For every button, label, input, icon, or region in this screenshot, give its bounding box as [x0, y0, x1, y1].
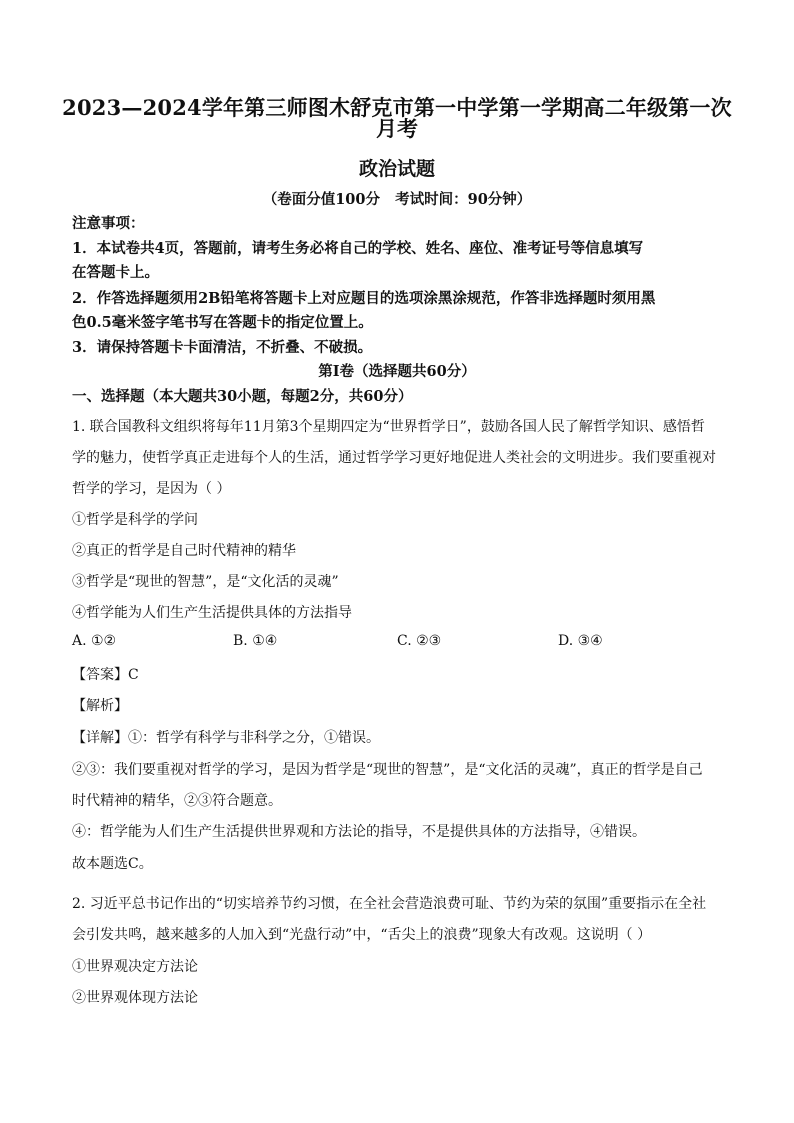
- q1-detail-line2: ②③：我们要重视对哲学的学习，是因为哲学是“现世的智慧”，是“文化活的灵魂”，真正的哲学是自己: [72, 762, 703, 778]
- volume-title: 第Ⅰ卷（选择题共60分）: [318, 363, 476, 380]
- q1-statement-4: ④哲学能为人们生产生活提供具体的方法指导: [72, 605, 352, 621]
- q1-statement-3: ③哲学是“现世的智慧”，是“文化活的灵魂”: [72, 574, 339, 590]
- q2-stem-line1: 2. 习近平总书记作出的“切实培养节约习惯，在全社会营造浪费可耻、节约为荣的氛围”重要指示在全社: [72, 896, 707, 912]
- notes-item-3: 3．请保持答题卡卡面清洁，不折叠、不破损。: [72, 339, 373, 356]
- answer-tag: 【答案】: [72, 667, 128, 683]
- q1-stem-line2: 学的魅力，使哲学真正走进每个人的生活，通过哲学学习更好地促进人类社会的文明进步。我们要重视对: [72, 450, 716, 466]
- q1-option-b: B. ①④: [233, 633, 278, 649]
- q1-option-a: A. ①②: [72, 633, 117, 649]
- detail-tag: 【详解】: [72, 730, 128, 746]
- q2-stem-line2: 会引发共鸣，越来越多的人加入到“光盘行动”中，“舌尖上的浪费”现象大有改观。这说明（ ）: [72, 927, 652, 943]
- q1-statement-1: ①哲学是科学的学问: [72, 512, 198, 528]
- q1-statement-2: ②真正的哲学是自己时代精神的精华: [72, 543, 296, 559]
- q1-stem-line1: 1. 联合国教科文组织将每年11月第3个星期四定为“世界哲学日”，鼓励各国人民了解哲学知识、感悟哲: [72, 419, 705, 435]
- detail-text: ①：哲学有科学与非科学之分，①错误。: [128, 730, 380, 746]
- q1-option-c: C. ②③: [397, 633, 442, 649]
- notes-item-2-cont: 色0.5毫米签字笔书写在答题卡的指定位置上。: [72, 314, 373, 331]
- q1-stem-line3: 哲学的学习，是因为（ ）: [72, 481, 231, 497]
- subject-title: 政治试题: [358, 158, 435, 180]
- notes-item-1-cont: 在答题卡上。: [72, 264, 159, 281]
- exam-title-line2: 月考: [376, 116, 418, 141]
- q1-detail-line1: [72, 727, 380, 747]
- q1-detail-line4: ④：哲学能为人们生产生活提供世界观和方法论的指导，不是提供具体的方法指导，④错误。: [72, 824, 646, 840]
- q1-option-d: D. ③④: [558, 633, 603, 649]
- q1-answer: [72, 664, 139, 684]
- q1-detail-line3: 时代精神的精华，②③符合题意。: [72, 793, 282, 809]
- exam-title-line1: 2023—2024学年第三师图木舒克市第一中学第一学期高二年级第一次: [62, 95, 732, 120]
- notes-item-1: 1．本试卷共4页，答题前，请考生务必将自己的学校、姓名、座位、准考证号等信息填写: [72, 240, 644, 257]
- answer-value: C: [128, 667, 139, 683]
- notes-heading: 注意事项：: [72, 215, 145, 232]
- q1-detail-line5: 故本题选C。: [72, 856, 153, 872]
- q1-analysis-tag: 【解析】: [72, 698, 128, 714]
- part-title: 一、选择题（本大题共30小题，每题2分，共60分）: [72, 388, 413, 405]
- notes-item-2: 2．作答选择题须用2B铅笔将答题卡上对应题目的选项涂黑涂规范，作答非选择题时须用黑: [72, 290, 656, 307]
- q2-statement-2: ②世界观体现方法论: [72, 990, 198, 1006]
- q2-statement-1: ①世界观决定方法论: [72, 959, 198, 975]
- exam-info: （卷面分值100分 考试时间：90分钟）: [262, 191, 532, 208]
